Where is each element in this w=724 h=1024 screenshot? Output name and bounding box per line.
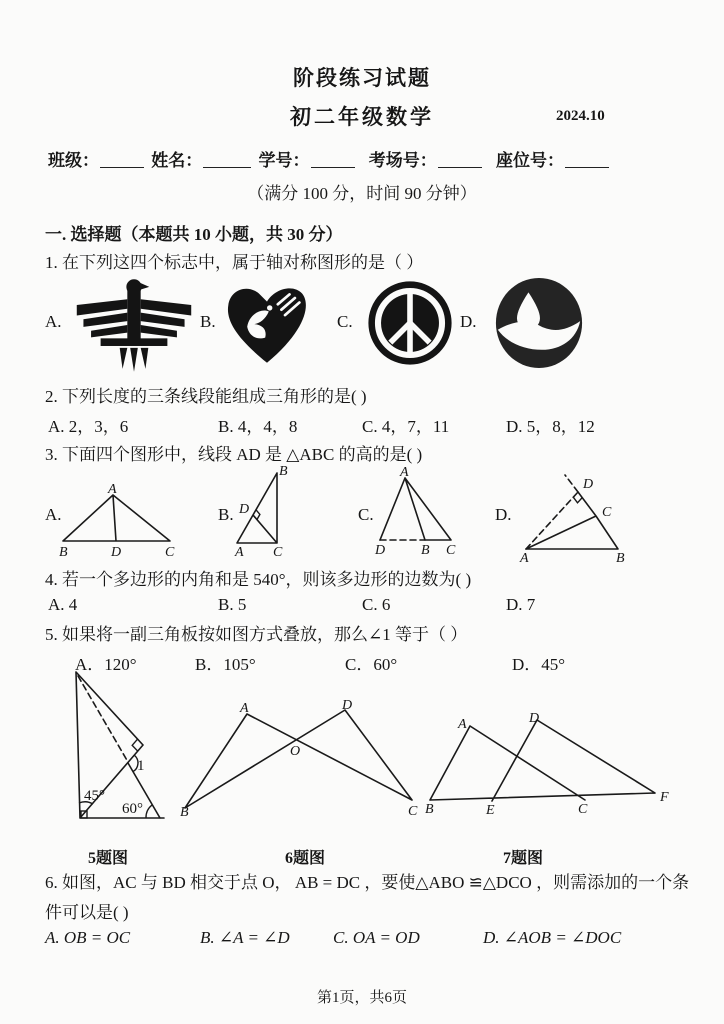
- q4-option-c: C. 6: [362, 595, 391, 614]
- student-info-row: [48, 146, 612, 171]
- q4-option-a: A. 4: [48, 595, 78, 614]
- svg-text:B: B: [279, 464, 288, 479]
- svg-text:B: B: [59, 545, 68, 560]
- q3-figure-c: [375, 465, 460, 558]
- svg-text:D: D: [111, 545, 122, 560]
- svg-text:A: A: [458, 717, 467, 732]
- svg-text:C: C: [602, 505, 612, 520]
- svg-text:C: C: [165, 545, 175, 560]
- svg-text:B: B: [425, 802, 434, 817]
- studentno-blank: [311, 150, 355, 168]
- svg-text:B: B: [180, 805, 189, 820]
- q1-option-c-label: C.: [337, 312, 353, 331]
- q5-option-b: B．105°: [195, 655, 256, 674]
- exam-date: 2024.10: [556, 108, 605, 124]
- svg-text:E: E: [486, 803, 495, 818]
- q2-option-c: C. 4，7，11: [362, 417, 450, 436]
- svg-text:D: D: [239, 502, 250, 517]
- svg-text:C: C: [408, 804, 418, 819]
- q4-stem: 4. 若一个多边形的内角和是 540°，则该多边形的边数为( ): [45, 570, 472, 589]
- q3-figure-a: [58, 483, 178, 561]
- q2-option-b: B. 4，4，8: [218, 417, 298, 436]
- q6-stem-line1: 6. 如图，AC 与 BD 相交于点 O， AB = DC ，要使△ABO ≌△DCO ，则需添加的一个条: [45, 873, 690, 892]
- q6-option-d: D. ∠AOB = ∠DOC: [483, 928, 622, 947]
- dove-heart-logo-icon: [222, 281, 312, 369]
- q4-option-d: D. 7: [506, 595, 536, 614]
- q3-figure-b: [235, 464, 307, 560]
- q5-option-c: C．60°: [345, 655, 398, 674]
- svg-text:C: C: [578, 802, 588, 817]
- field-name-label: 姓名：: [151, 151, 203, 170]
- page-title: 阶段练习试题: [293, 66, 431, 90]
- q6-option-a: A. OB = OC: [45, 928, 131, 947]
- class-blank: [100, 150, 144, 168]
- svg-text:C: C: [446, 543, 456, 558]
- q3-option-c-label: C.: [358, 505, 374, 524]
- water-hand-logo-icon: [494, 276, 584, 370]
- svg-text:B: B: [421, 543, 430, 558]
- svg-text:D: D: [375, 543, 386, 558]
- page-subtitle: 初二年级数学: [290, 105, 434, 129]
- q2-stem: 2. 下列长度的三条线段能组成三角形的是( ): [45, 387, 367, 406]
- q5-option-a: A．120°: [75, 655, 137, 674]
- svg-text:D: D: [342, 698, 353, 713]
- q1-stem: 1. 在下列这四个标志中，属于轴对称图形的是（ ）: [45, 253, 424, 272]
- figure5-caption: 5题图: [88, 850, 129, 867]
- q6-option-c: C. OA = OD: [333, 928, 420, 947]
- section1-heading: 一. 选择题（本题共 10 小题，共 30 分）: [45, 225, 343, 244]
- svg-text:60°: 60°: [122, 801, 143, 817]
- svg-text:B: B: [616, 551, 625, 566]
- svg-text:A: A: [400, 465, 409, 480]
- q1-option-b-label: B.: [200, 312, 216, 331]
- q7-figure: [425, 711, 670, 818]
- eagle-logo-icon: [72, 277, 196, 373]
- figure6-caption: 6题图: [285, 850, 326, 867]
- score-time-note: （满分 100 分，时间 90 分钟）: [247, 184, 477, 203]
- q1-option-d-label: D.: [460, 312, 477, 331]
- q3-figure-d: [518, 472, 663, 564]
- q5-figure: [58, 666, 173, 826]
- page-number: 第1页，共6页: [316, 990, 407, 1006]
- room-blank: [438, 150, 482, 168]
- svg-text:C: C: [273, 545, 283, 560]
- field-room-label: 考场号：: [368, 151, 437, 170]
- q4-option-b: B. 5: [218, 595, 247, 614]
- svg-text:A: A: [520, 551, 529, 566]
- svg-text:A: A: [108, 482, 117, 497]
- svg-text:A: A: [235, 545, 244, 560]
- svg-text:45°: 45°: [84, 788, 105, 804]
- q2-option-d: D. 5，8，12: [506, 417, 595, 436]
- q6-option-b: B. ∠A = ∠D: [200, 928, 290, 947]
- seat-blank: [565, 150, 609, 168]
- svg-text:A: A: [240, 701, 249, 716]
- q3-option-b-label: B.: [218, 505, 234, 524]
- q6-stem-line2: 件可以是( ): [45, 903, 129, 922]
- svg-text:F: F: [660, 790, 669, 805]
- field-studentno-label: 学号：: [258, 151, 310, 170]
- svg-text:D: D: [529, 711, 540, 726]
- svg-text:O: O: [290, 744, 301, 759]
- peace-logo-icon: [367, 278, 453, 368]
- name-blank: [203, 150, 251, 168]
- q3-option-a-label: A.: [45, 505, 62, 524]
- q2-option-a: A. 2，3，6: [48, 417, 129, 436]
- q5-option-d: D．45°: [512, 655, 566, 674]
- field-class-label: 班级：: [48, 151, 99, 170]
- q6-figure: [180, 698, 420, 820]
- q5-stem: 5. 如果将一副三角板按如图方式叠放，那么∠1 等于（ ）: [45, 625, 468, 644]
- q3-option-d-label: D.: [495, 505, 512, 524]
- q3-stem: 3. 下面四个图形中，线段 AD 是 △ABC 的高的是( ): [45, 445, 423, 464]
- q1-option-a-label: A.: [45, 312, 62, 331]
- svg-text:D: D: [583, 477, 594, 492]
- figure7-caption: 7题图: [503, 850, 544, 867]
- svg-text:1: 1: [137, 758, 145, 774]
- field-seat-label: 座位号：: [496, 151, 564, 170]
